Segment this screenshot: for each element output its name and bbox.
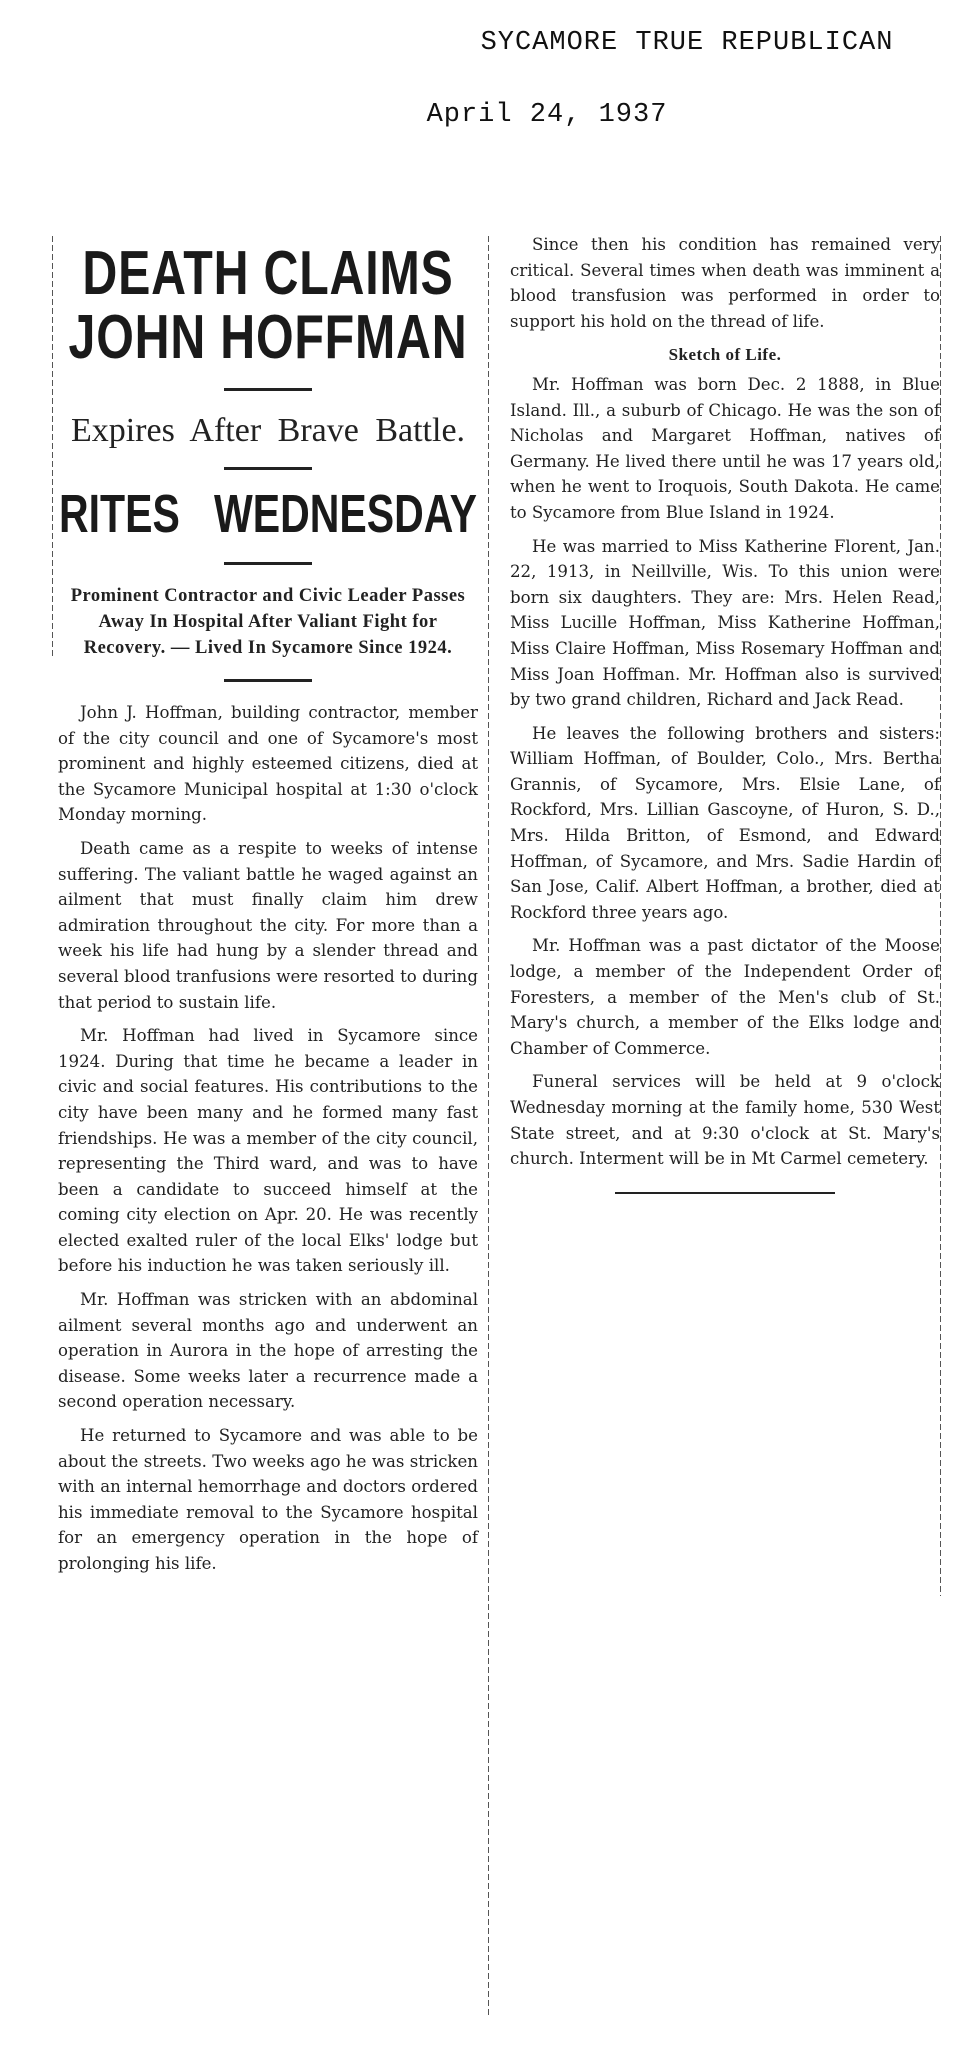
article-body-right bbox=[510, 232, 940, 1172]
paragraph: Death came as a respite to weeks of intense suffering. The valiant battle he waged against an ailment that must finally claim him drew admiration throughout the city. For more than a week his life had hung by a slender thread and several blood tranfusions were resorted to during that period to sustain life. bbox=[58, 838, 478, 1012]
divider bbox=[224, 388, 312, 391]
publication-date: April 24, 1937 bbox=[426, 100, 668, 130]
deck: Prominent Contractor and Civic Leader Passes Away In Hospital After Valiant Fight for Recovery. — Lived In Sycamore Since 1924. bbox=[70, 586, 466, 658]
section-heading: Sketch of Life. bbox=[668, 345, 782, 365]
headline: DEATH CLAIMS JOHN HOFFMAN bbox=[68, 239, 468, 372]
paragraph: Mr. Hoffman was a past dictator of the Moose lodge, a member of the Independent Order of Foresters, a member of the Men's club of St. Mary's church, a member of the Elks lodge and Chamber of Commerce. bbox=[510, 936, 940, 1058]
column-rule-right bbox=[940, 236, 941, 1596]
paragraph: John J. Hoffman, building contractor, member of the city council and one of Sycamore's most prominent and highly esteemed citizens, died at the Sycamore Municipal hospital at 1:30 o'clock Monday morning. bbox=[58, 703, 478, 825]
paragraph: Since then his condition has remained very critical. Several times when death was imminent a blood transfusion was performed in order to support his hold on the thread of life. bbox=[510, 235, 940, 331]
divider bbox=[224, 562, 312, 565]
paragraph: He was married to Miss Katherine Florent, Jan. 22, 1913, in Neillville, Wis. To this union were born six daughters. They are: Mrs. Helen Read, Miss Lucille Hoffman, Miss Katherine Hoffman, Miss Claire Hoffman, Miss Rosemary Hoffman and Miss Joan Hoffman. Mr. Hoffman also is survived by two grand children, Richard and Jack Read. bbox=[510, 536, 940, 710]
newspaper-name: SYCAMORE TRUE REPUBLICAN bbox=[480, 28, 894, 58]
paragraph: Mr. Hoffman was born Dec. 2 1888, in Blue Island. Ill., a suburb of Chicago. He was the son of Nicholas and Margaret Hoffman, natives of Germany. He lived there until he was 17 years old, when he went to Iroquois, South Dakota. He came to Sycamore from Blue Island in 1924. bbox=[510, 374, 940, 522]
divider bbox=[224, 467, 312, 470]
column-rule-left-outer bbox=[52, 236, 53, 656]
paragraph: Funeral services will be held at 9 o'clock Wednesday morning at the family home, 530 West State street, and at 9:30 o'clock at St. Mary's church. Interment will be in Mt Carmel cemetery. bbox=[510, 1072, 940, 1169]
subheadline: Expires After Brave Battle. bbox=[70, 412, 466, 449]
paragraph: He returned to Sycamore and was able to be about the streets. Two weeks ago he was stricken with an internal hemorrhage and doctors ordered his immediate removal to the Sycamore hospital for an emergency operation in the hope of prolonging his life. bbox=[58, 1426, 478, 1573]
end-divider bbox=[615, 1192, 835, 1194]
left-column bbox=[58, 236, 478, 1585]
paragraph: He leaves the following brothers and sisters: William Hoffman, of Boulder, Colo., Mrs. Bertha Grannis, of Sycamore, Mrs. Elsie Lane, of Rockford, Mrs. Lillian Gascoyne, of Huron, S. D., Mrs. Hilda Britton, of Esmond, and Edward Hoffman, of Sycamore, and Mrs. Sadie Hardin of San Jose, Calif. Albert Hoffman, a brother, died at Rockford three years ago. bbox=[510, 723, 940, 922]
headline-rites: RITES WEDNESDAY bbox=[58, 484, 478, 544]
paragraph: Mr. Hoffman had lived in Sycamore since 1924. During that time he became a leader in civic and social features. His contributions to the city have been many and he formed many fast friendships. He was a member of the city council, representing the Third ward, and was to have been a candidate to succeed himself at the coming city election on Apr. 20. He was recently elected exalted ruler of the local Elks' lodge but before his induction he was taken seriously ill. bbox=[58, 1026, 478, 1276]
article-body-left bbox=[58, 700, 478, 1577]
paragraph: Mr. Hoffman was stricken with an abdominal ailment several months ago and underwent an operation in Aurora in the hope of arresting the disease. Some weeks later a recurrence made a second operation necessary. bbox=[58, 1290, 478, 1412]
column-rule-center bbox=[488, 236, 489, 2016]
divider bbox=[224, 679, 312, 682]
right-column bbox=[510, 232, 940, 1194]
